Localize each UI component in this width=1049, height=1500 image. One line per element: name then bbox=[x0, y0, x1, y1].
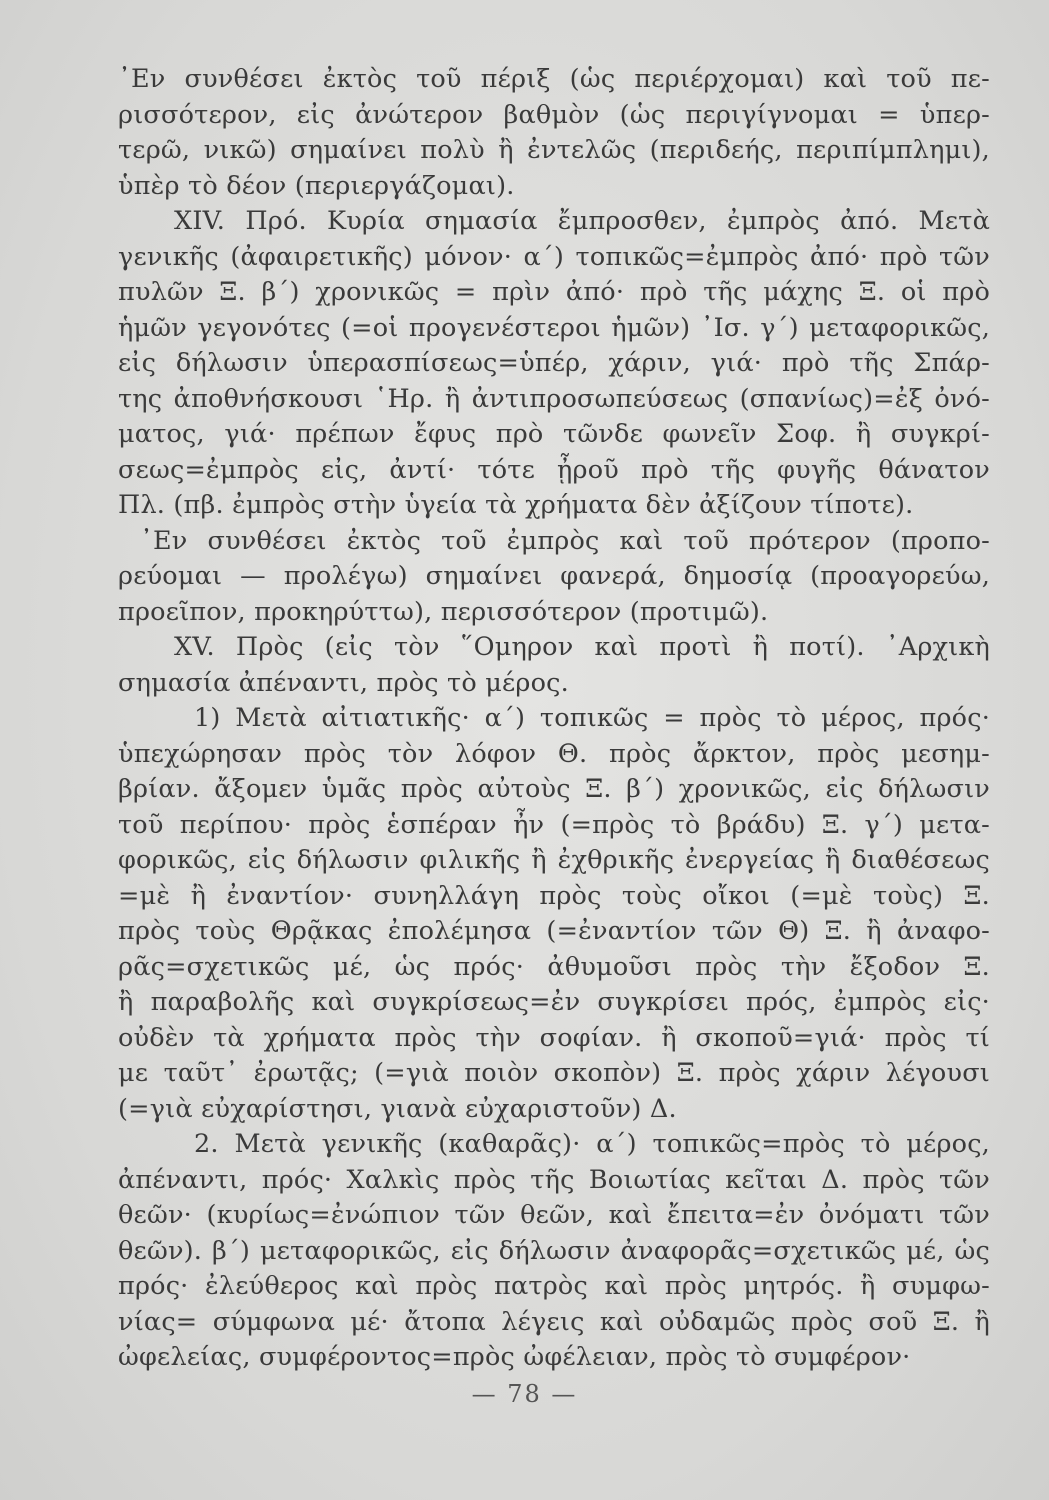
text-line: φορικῶς, εἰς δήλωσιν φιλικῆς ἢ ἐχθρικῆς ἐνεργείας ἢ διαθέσεως bbox=[118, 845, 990, 875]
text-line: ρᾶς=σχετικῶς μέ, ὡς πρός· ἀθυμοῦσι πρὸς τὴν ἔξοδον Ξ. bbox=[118, 951, 990, 982]
text-line: τερῶ, νικῶ) σημαίνει πολὺ ἢ ἐντελῶς (περιδεής, περιπίμπλημι), bbox=[118, 135, 990, 165]
text-line: με ταῦτ᾿ ἐρωτᾷς; (=γιὰ ποιὸν σκοπὸν) Ξ. πρὸς χάριν λέγουσι bbox=[118, 1058, 990, 1088]
text-line: ἢ παραβολῆς καὶ συγκρίσεως=ἐν συγκρίσει πρός, ἐμπρὸς εἰς· bbox=[118, 987, 990, 1017]
text-line: ρισσότερον, εἰς ἀνώτερον βαθμὸν (ὡς περιγίγνομαι = ὑπερ- bbox=[118, 99, 990, 130]
text-line: ἡμῶν γεγονότες (=οἱ προγενέστεροι ἡμῶν) ᾿Ισ. γ΄) μεταφορικῶς, bbox=[118, 312, 990, 343]
page-body-text bbox=[118, 62, 990, 1376]
text-line: θεῶν· (κυρίως=ἐνώπιον τῶν θεῶν, καὶ ἔπειτα=ἐν ὀνόματι τῶν bbox=[118, 1200, 990, 1230]
text-line: πυλῶν Ξ. β΄) χρονικῶς = πρὶν ἀπό· πρὸ τῆς μάχης Ξ. οἱ πρὸ bbox=[118, 277, 990, 307]
text-line: ᾿Εν συνθέσει ἐκτὸς τοῦ πέριξ (ὡς περιέρχομαι) καὶ τοῦ πε- bbox=[118, 64, 990, 94]
text-line: πρός· ἐλεύθερος καὶ πρὸς πατρὸς καὶ πρὸς μητρός. ἢ συμφω- bbox=[118, 1271, 990, 1301]
text-line: 1) Μετὰ αἰτιατικῆς· α΄) τοπικῶς = πρὸς τὸ μέρος, πρός· bbox=[194, 703, 990, 733]
text-line: =μὲ ἢ ἐναντίον· συνηλλάγη πρὸς τοὺς οἴκοι (=μὲ τοὺς) Ξ. bbox=[118, 880, 990, 911]
text-line: ρεύομαι — προλέγω) σημαίνει φανερά, δημοσίᾳ (προαγορεύω, bbox=[118, 561, 990, 591]
text-line: τοῦ περίπου· πρὸς ἑσπέραν ἦν (=πρὸς τὸ βράδυ) Ξ. γ΄) μετα- bbox=[118, 809, 990, 840]
text-line: ὑπεχώρησαν πρὸς τὸν λόφον Θ. πρὸς ἄρκτον, πρὸς μεσημ- bbox=[118, 738, 990, 769]
text-line: νίας= σύμφωνα μέ· ἄτοπα λέγεις καὶ οὐδαμῶς πρὸς σοῦ Ξ. ἢ bbox=[118, 1306, 990, 1337]
text-line: σημασία ἀπέναντι, πρὸς τὸ μέρος. bbox=[118, 667, 569, 698]
text-line: ἀπέναντι, πρός· Χαλκὶς πρὸς τῆς Βοιωτίας κεῖται Δ. πρὸς τῶν bbox=[118, 1164, 990, 1195]
text-line: XIV. Πρό. Κυρία σημασία ἔμπροσθεν, ἐμπρὸς ἀπό. Μετὰ bbox=[174, 206, 990, 236]
text-line: (=γιὰ εὐχαρίστησι, γιανὰ εὐχαριστοῦν) Δ. bbox=[118, 1093, 677, 1124]
text-line: ᾿Εν συνθέσει ἐκτὸς τοῦ ἐμπρὸς καὶ τοῦ πρότερον (προπο- bbox=[140, 525, 990, 556]
text-line: ὠφελείας, συμφέροντος=πρὸς ὠφέλειαν, πρὸς τὸ συμφέρον· bbox=[118, 1342, 911, 1372]
text-line: Πλ. (πβ. ἐμπρὸς στὴν ὑγεία τὰ χρήματα δὲν ἀξίζουν τίποτε). bbox=[118, 490, 914, 520]
text-line: 2. Μετὰ γενικῆς (καθαρᾶς)· α΄) τοπικῶς=πρὸς τὸ μέρος, bbox=[194, 1129, 990, 1159]
text-line: πρὸς τοὺς Θρᾷκας ἐπολέμησα (=ἐναντίον τῶν Θ) Ξ. ἢ ἀναφο- bbox=[118, 916, 990, 946]
text-line: γενικῆς (ἀφαιρετικῆς) μόνον· α΄) τοπικῶς=ἐμπρὸς ἀπό· πρὸ τῶν bbox=[118, 241, 990, 272]
text-line: βρίαν. ἄξομεν ὑμᾶς πρὸς αὐτοὺς Ξ. β΄) χρονικῶς, εἰς δήλωσιν bbox=[118, 774, 990, 804]
text-line: οὐδὲν τὰ χρήματα πρὸς τὴν σοφίαν. ἢ σκοποῦ=γιά· πρὸς τί bbox=[118, 1022, 990, 1053]
text-line: ὑπὲρ τὸ δέον (περιεργάζομαι). bbox=[118, 170, 515, 201]
text-line: εἰς δήλωσιν ὑπερασπίσεως=ὑπέρ, χάριν, γιά· πρὸ τῆς Σπάρ- bbox=[118, 348, 990, 378]
text-line: προεῖπον, προκηρύττω), περισσότερον (προτιμῶ). bbox=[118, 596, 769, 627]
text-line: της ἀποθνήσκουσι ῾Ηρ. ἢ ἀντιπροσωπεύσεως (σπανίως)=ἐξ ὀνό- bbox=[118, 383, 990, 414]
text-line: ματος, γιά· πρέπων ἔφυς πρὸ τῶνδε φωνεῖν Σοφ. ἢ συγκρί- bbox=[118, 419, 990, 449]
text-line: XV. Πρὸς (εἰς τὸν ῞Ομηρον καὶ προτὶ ἢ ποτί). ᾿Αρχικὴ bbox=[174, 632, 990, 662]
text-line: σεως=ἐμπρὸς εἰς, ἀντί· τότε ᾖροῦ πρὸ τῆς φυγῆς θάνατον bbox=[118, 454, 990, 485]
text-line: θεῶν). β΄) μεταφορικῶς, εἰς δήλωσιν ἀναφορᾶς=σχετικῶς μέ, ὡς bbox=[118, 1235, 990, 1266]
page-number: — 78 — bbox=[471, 1380, 578, 1408]
